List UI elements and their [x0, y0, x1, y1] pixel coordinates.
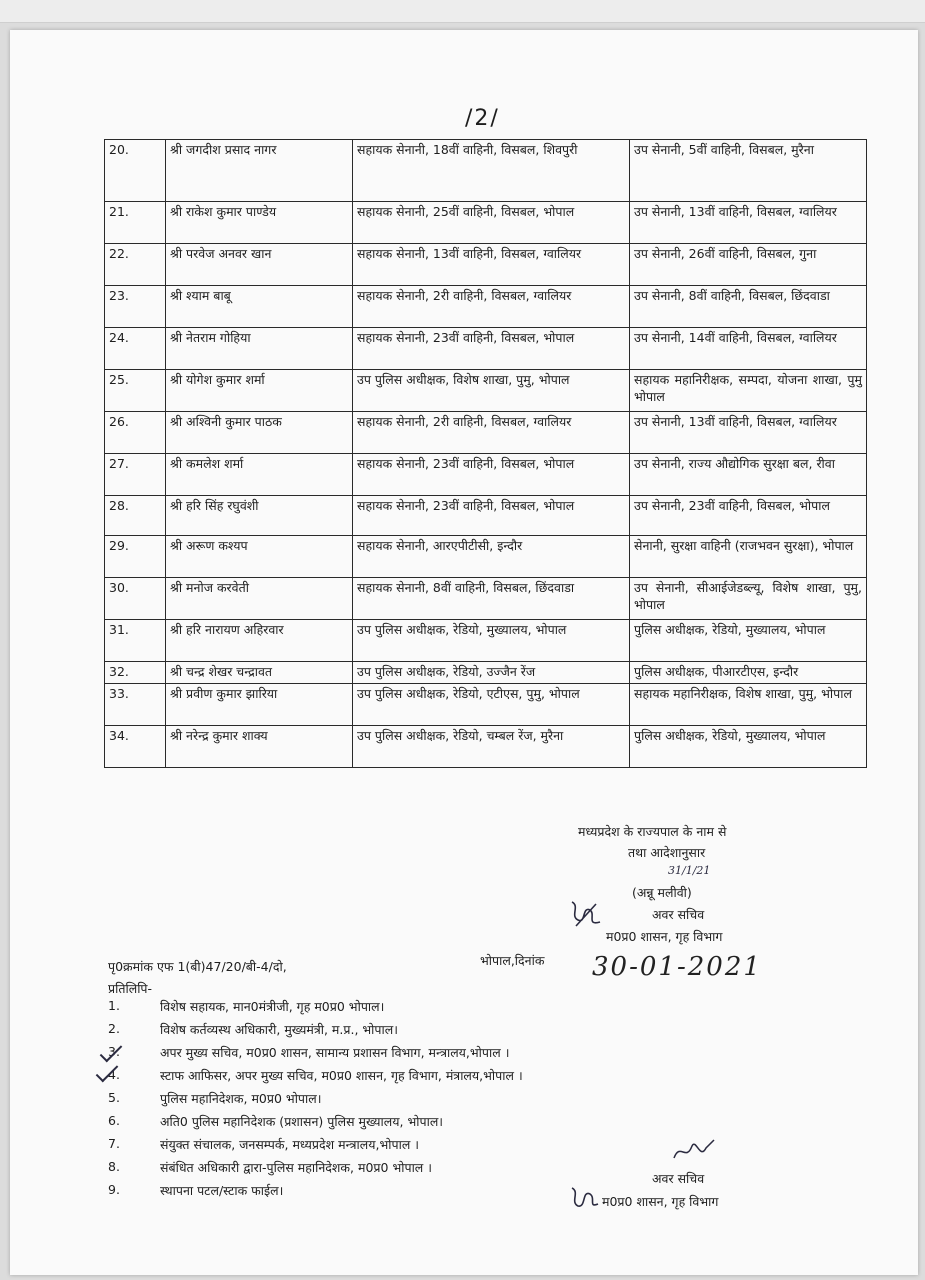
- governor-order-line: मध्यप्रदेश के राज्यपाल के नाम से: [578, 824, 727, 839]
- bottom-signature-mark: [568, 1182, 602, 1212]
- bottom-designation: अवर सचिव: [652, 1171, 705, 1186]
- table-row: [105, 662, 867, 684]
- row-number: 20.: [105, 140, 166, 202]
- signature-mark: [566, 898, 606, 932]
- handwritten-date: 30-01-2021: [592, 952, 762, 982]
- reference-number: पृ0क्रमांक एफ 1(बी)47/20/बी-4/दो,: [108, 959, 287, 974]
- row-number: 30.: [105, 578, 166, 620]
- officer-name: श्री योगेश कुमार शर्मा: [166, 370, 353, 412]
- current-posting: सहायक सेनानी, 13वीं वाहिनी, विसबल, ग्वालियर: [353, 244, 630, 286]
- copy-item-text: विशेष कर्तव्यस्थ अधिकारी, मुख्यमंत्री, म.प्र., भोपाल।: [160, 1022, 398, 1037]
- signatory-designation: अवर सचिव: [652, 907, 705, 922]
- current-posting: उप पुलिस अधीक्षक, रेडियो, चम्बल रेंज, मुरैना: [353, 726, 630, 768]
- officer-name: श्री प्रवीण कुमार झारिया: [166, 684, 353, 726]
- new-posting: उप सेनानी, 23वीं वाहिनी, विसबल, भोपाल: [630, 496, 867, 536]
- table-row: [105, 454, 867, 496]
- table-row: [105, 496, 867, 536]
- copy-item-number: 2.: [108, 1021, 120, 1036]
- new-posting: सेनानी, सुरक्षा वाहिनी (राजभवन सुरक्षा), भोपाल: [630, 536, 867, 578]
- current-posting: सहायक सेनानी, 25वीं वाहिनी, विसबल, भोपाल: [353, 202, 630, 244]
- officer-name: श्री राकेश कुमार पाण्डेय: [166, 202, 353, 244]
- row-number: 29.: [105, 536, 166, 578]
- table-row: [105, 328, 867, 370]
- officer-name: श्री अरूण कश्यप: [166, 536, 353, 578]
- new-posting: उप सेनानी, 13वीं वाहिनी, विसबल, ग्वालियर: [630, 412, 867, 454]
- row-number: 31.: [105, 620, 166, 662]
- current-posting: सहायक सेनानी, 23वीं वाहिनी, विसबल, भोपाल: [353, 328, 630, 370]
- row-number: 23.: [105, 286, 166, 328]
- copy-item-number: 9.: [108, 1182, 120, 1197]
- row-number: 25.: [105, 370, 166, 412]
- new-posting: उप सेनानी, 14वीं वाहिनी, विसबल, ग्वालियर: [630, 328, 867, 370]
- officer-name: श्री मनोज करवेती: [166, 578, 353, 620]
- table-row: [105, 286, 867, 328]
- bottom-department: म0प्र0 शासन, गृह विभाग: [602, 1194, 719, 1209]
- table-row: [105, 536, 867, 578]
- current-posting: सहायक सेनानी, 2री वाहिनी, विसबल, ग्वालियर: [353, 412, 630, 454]
- officer-name: श्री नरेन्द्र कुमार शाक्य: [166, 726, 353, 768]
- table-row: [105, 244, 867, 286]
- copy-item-text: अति0 पुलिस महानिदेशक (प्रशासन) पुलिस मुख्यालय, भोपाल।: [160, 1114, 444, 1129]
- copy-item-number: 4.: [108, 1067, 120, 1082]
- viewer-top-strip: [0, 0, 925, 23]
- copy-item-number: 7.: [108, 1136, 120, 1151]
- current-posting: उप पुलिस अधीक्षक, रेडियो, मुख्यालय, भोपाल: [353, 620, 630, 662]
- copy-item-text: स्थापना पटल/स्टाक फाईल।: [160, 1183, 284, 1198]
- current-posting: सहायक सेनानी, 8वीं वाहिनी, विसबल, छिंदवाडा: [353, 578, 630, 620]
- row-number: 21.: [105, 202, 166, 244]
- officer-name: श्री हरि सिंह रघुवंशी: [166, 496, 353, 536]
- officer-name: श्री जगदीश प्रसाद नागर: [166, 140, 353, 202]
- new-posting: पुलिस अधीक्षक, रेडियो, मुख्यालय, भोपाल: [630, 620, 867, 662]
- officer-name: श्री हरि नारायण अहिरवार: [166, 620, 353, 662]
- row-number: 33.: [105, 684, 166, 726]
- new-posting: उप सेनानी, 13वीं वाहिनी, विसबल, ग्वालियर: [630, 202, 867, 244]
- copy-item-number: 3.: [108, 1044, 120, 1059]
- table-row: [105, 412, 867, 454]
- new-posting: पुलिस अधीक्षक, रेडियो, मुख्यालय, भोपाल: [630, 726, 867, 768]
- table-row: [105, 684, 867, 726]
- copy-item-number: 5.: [108, 1090, 120, 1105]
- copy-item-text: अपर मुख्य सचिव, म0प्र0 शासन, सामान्य प्रशासन विभाग, मन्त्रालय,भोपाल ।: [160, 1045, 510, 1060]
- row-number: 28.: [105, 496, 166, 536]
- current-posting: सहायक सेनानी, 18वीं वाहिनी, विसबल, शिवपुरी: [353, 140, 630, 202]
- copy-item-text: संयुक्त संचालक, जनसम्पर्क, मध्यप्रदेश मन्त्रालय,भोपाल ।: [160, 1137, 420, 1152]
- officer-name: श्री नेतराम गोहिया: [166, 328, 353, 370]
- copy-item-number: 1.: [108, 998, 120, 1013]
- table-row: [105, 370, 867, 412]
- order-line: तथा आदेशानुसार: [628, 845, 706, 860]
- signatory-name: (अन्नू मलीवी): [632, 885, 692, 900]
- table-row: [105, 202, 867, 244]
- new-posting: उप सेनानी, 8वीं वाहिनी, विसबल, छिंदवाडा: [630, 286, 867, 328]
- row-number: 22.: [105, 244, 166, 286]
- bottom-initial-mark: [672, 1136, 716, 1166]
- officer-name: श्री श्याम बाबू: [166, 286, 353, 328]
- copy-item-text: स्टाफ आफिसर, अपर मुख्य सचिव, म0प्र0 शासन, गृह विभाग, मंत्रालय,भोपाल ।: [160, 1068, 523, 1083]
- copy-item-number: 8.: [108, 1159, 120, 1174]
- handwritten-initial: 31/1/21: [668, 864, 711, 877]
- new-posting: उप सेनानी, राज्य औद्योगिक सुरक्षा बल, रीवा: [630, 454, 867, 496]
- copy-item-number: 6.: [108, 1113, 120, 1128]
- signatory-department: म0प्र0 शासन, गृह विभाग: [606, 929, 723, 944]
- officer-name: श्री अश्विनी कुमार पाठक: [166, 412, 353, 454]
- row-number: 27.: [105, 454, 166, 496]
- current-posting: सहायक सेनानी, आरएपीटीसी, इन्दौर: [353, 536, 630, 578]
- new-posting: उप सेनानी, 26वीं वाहिनी, विसबल, गुना: [630, 244, 867, 286]
- copy-item-text: संबंधित अधिकारी द्वारा-पुलिस महानिदेशक, म0प्र0 भोपाल ।: [160, 1160, 432, 1175]
- current-posting: उप पुलिस अधीक्षक, रेडियो, उज्जैन रेंज: [353, 662, 630, 684]
- table-row: [105, 620, 867, 662]
- new-posting: सहायक महानिरीक्षक, सम्पदा, योजना शाखा, पुमु भोपाल: [630, 370, 867, 412]
- copy-to-label: प्रतिलिपि-: [108, 981, 153, 996]
- current-posting: उप पुलिस अधीक्षक, विशेष शाखा, पुमु, भोपाल: [353, 370, 630, 412]
- row-number: 24.: [105, 328, 166, 370]
- copy-item-text: पुलिस महानिदेशक, म0प्र0 भोपाल।: [160, 1091, 322, 1106]
- officer-name: श्री चन्द्र शेखर चन्द्रावत: [166, 662, 353, 684]
- row-number: 32.: [105, 662, 166, 684]
- copy-item-text: विशेष सहायक, मान0मंत्रीजी, गृह म0प्र0 भोपाल।: [160, 999, 385, 1014]
- table-row: [105, 578, 867, 620]
- current-posting: सहायक सेनानी, 23वीं वाहिनी, विसबल, भोपाल: [353, 496, 630, 536]
- current-posting: सहायक सेनानी, 2री वाहिनी, विसबल, ग्वालियर: [353, 286, 630, 328]
- new-posting: उप सेनानी, सीआईजेडब्ल्यू, विशेष शाखा, पुमु, भोपाल: [630, 578, 867, 620]
- current-posting: उप पुलिस अधीक्षक, रेडियो, एटीएस, पुमु, भोपाल: [353, 684, 630, 726]
- current-posting: सहायक सेनानी, 23वीं वाहिनी, विसबल, भोपाल: [353, 454, 630, 496]
- table-row: [105, 140, 867, 202]
- officer-name: श्री कमलेश शर्मा: [166, 454, 353, 496]
- row-number: 34.: [105, 726, 166, 768]
- new-posting: उप सेनानी, 5वीं वाहिनी, विसबल, मुरैना: [630, 140, 867, 202]
- table-row: [105, 726, 867, 768]
- page-number: /2/: [465, 106, 500, 131]
- transfer-table: [104, 139, 867, 768]
- new-posting: सहायक महानिरीक्षक, विशेष शाखा, पुमु, भोपाल: [630, 684, 867, 726]
- officer-name: श्री परवेज अनवर खान: [166, 244, 353, 286]
- row-number: 26.: [105, 412, 166, 454]
- new-posting: पुलिस अधीक्षक, पीआरटीएस, इन्दौर: [630, 662, 867, 684]
- place-date-label: भोपाल,दिनांक: [480, 953, 545, 968]
